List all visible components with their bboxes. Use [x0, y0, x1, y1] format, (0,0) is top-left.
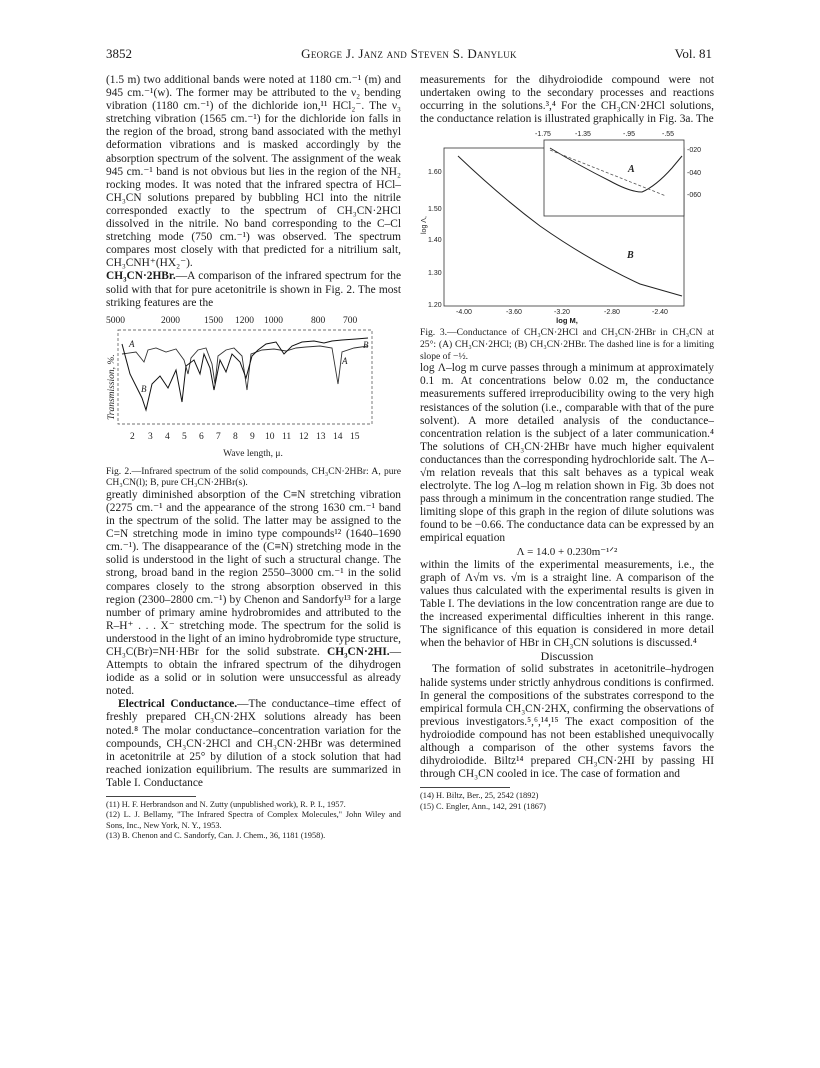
bottom-tick-label: -4.00: [456, 309, 472, 317]
top-tick-label: -1.75: [535, 131, 551, 139]
bottom-tick-label: 7: [216, 431, 221, 442]
curve-label: B: [141, 383, 147, 394]
bottom-tick-label: -3.60: [506, 309, 522, 317]
bottom-tick-label: 5: [182, 431, 187, 442]
subsection-heading: CH₃CN·2HBr.: [106, 270, 176, 283]
right-tick-label: -040: [687, 170, 702, 178]
paragraph: log Λ–log m curve passes through a minimum at approximately 0.1 m. At concentrations below 0.02 m, the conductance measurements suffered irreproducibility owing to the very high resistances of the solution (i.e., comparable with that of the pure solvent). A more detailed analysis of the conductance–concentration relation is the subject of a later communication.⁴ The solutions of CH₃CN·2HBr have much higher equivalent conductances than the corresponding hydrochloride salt. The Λ–√m relation reveals that this salt behaves as a typical weak electrolyte. The log Λ–log m relation shown in Fig. 3b does not pass through a minimum in the concentration range studied. The limiting slope of this graph in the region of dilute solutions was found to be −0.66. The conductance data can be expressed by an empirical equation: [420, 362, 714, 545]
top-tick-label: 800: [311, 315, 326, 326]
ir-spectrum-plot: [106, 314, 401, 466]
running-head-authors: George J. Janz and Steven S. Danyluk: [301, 46, 517, 61]
running-header: [106, 46, 712, 64]
paragraph: [106, 489, 401, 699]
top-tick-label: -.55: [662, 131, 675, 139]
equation: Λ = 14.0 + 0.230m⁻¹ᐟ²: [516, 545, 618, 558]
bottom-tick-label: -2.40: [652, 309, 668, 317]
right-column: [420, 74, 714, 812]
footnote: (14) H. Biltz, Ber., 25, 2542 (1892): [420, 791, 539, 801]
x-axis-title: log M,: [556, 316, 578, 326]
top-tick-label: 2000: [161, 315, 180, 326]
figure-2-caption: Fig. 2.—Infrared spectrum of the solid compounds, CH₃CN·2HBr: A, pure CH₃CN(l); B, pure CH₃CN·2HBr(s).: [106, 465, 401, 489]
top-tick-label: 1200: [235, 315, 254, 326]
paragraph: (1.5 m) two additional bands were noted at 1180 cm.⁻¹ (m) and 945 cm.⁻¹(w). The former may be attributed to the ν₂ bending vibration (1180 cm.⁻¹) of the dichloride ion,¹¹ HCl₂⁻. The ν₃ stretching vibration (1565 cm.⁻¹) for the dichloride ion falls in the region of the broad, strong band associated with the methyl deformation vibrations and is masked accordingly by the absorption spectrum of the solvent. The assignment of the weak 945 cm.⁻¹ band is not obvious but lies in the region of the NH₂ rocking modes. It was noted that the infrared spectra of HCl–CH₃CN solutions prepared by bubbling HCl into the nitrile corresponded exactly to the spectrum of CH₃CN·2HCl dissolved in the nitrile. No band corresponding to the C–Cl stretching mode (750 cm.⁻¹) was observed. The spectrum compares most closely with that predicted for a nitrilium salt, CH₃CNH⁺(HX₂⁻).: [106, 74, 401, 270]
paragraph-text: greatly diminished absorption of the C≡N stretching vibration (2275 cm.⁻¹ and the appearance of the strong 1630 cm.⁻¹ band in the spectrum of the solid. The latter may be assigned to the C=N stretching mode in imino type compounds¹² (1640–1690 cm.⁻¹). The disappearance of the (C≡N) stretching mode in the solid is understood in the light of such a structural change. The strong, broad band in the region 2550–3000 cm.⁻¹ in the solid compares closely to the strong absorption observed in this region (2300–2800 cm.⁻¹) by Chenon and Sandorfy¹³ for a large number of primary amine hydrobromides and attributed to the R–H⁺ . . . X⁻ stretching mode. The spectrum for the solid is understood in the light of an imino hydrobromide type structure, CH₃C(Br)=NH·HBr for the solid substrate.: [106, 488, 401, 658]
top-tick-label: 1000: [264, 315, 283, 326]
bottom-tick-label: 10: [265, 431, 275, 442]
subsection-heading: CH₃CN·2HI.: [327, 646, 390, 658]
top-tick-label: -.95: [623, 131, 636, 139]
footnote: (13) B. Chenon and C. Sandorfy, Can. J. Chem., 36, 1181 (1958).: [106, 830, 326, 840]
top-tick-label: 5000: [106, 315, 125, 326]
bottom-tick-label: 13: [316, 431, 326, 442]
figure-2-ir-spectrum: [106, 314, 401, 466]
paragraph: [106, 698, 401, 790]
bottom-tick-label: 3: [148, 431, 153, 442]
section-heading: Discussion: [540, 649, 594, 664]
spectrum-curve-a: [122, 346, 368, 390]
bottom-tick-label: 4: [165, 431, 170, 442]
curve-label: B: [363, 339, 369, 350]
bottom-tick-label: 11: [282, 431, 292, 442]
left-tick-label: 1.40: [428, 237, 442, 245]
bottom-tick-label: -3.20: [554, 309, 570, 317]
paragraph: within the limits of the experimental measurements, i.e., the graph of Λ√m vs. √m is a straight line. A comparison of the values thus calculated with the experimental results is given in Table I. The deviations in the low concentration range are due to the increased experimental difficulties inherent in this range. The significance of this equation is considered in more detail when the behavior of HBr in CH₃CN solutions is discussed.⁴: [420, 558, 714, 650]
top-tick-label: 700: [343, 315, 358, 326]
paragraph-text: —The conductance–time effect of freshly prepared CH₃CN·2HX solutions already has been noted.⁸ The molar conductance–concentration variation for the compounds, CH₃CN·2HCl and CH₃CN·2HBr was determined in acetonitrile at 25° by dilution of a stock solution that had reached ionization equilibrium. The results are summarized in Table I. Conductance: [106, 698, 401, 789]
right-tick-label: -060: [687, 192, 702, 200]
paragraph: measurements for the dihydroiodide compound were not undertaken owing to the secondary processes and reactions occurring in the solutions.³,⁴ For the CH₃CN·2HCl solutions, the conductance relation is illustrated graphically in Fig. 3a. The: [420, 74, 714, 126]
bottom-tick-label: 15: [350, 431, 360, 442]
footnote: (11) H. F. Herbrandson and N. Zutty (unpublished work), R. P. I., 1957.: [106, 800, 346, 810]
footnote-rule: [106, 796, 196, 797]
left-tick-label: 1.50: [428, 206, 442, 214]
bottom-tick-label: 14: [333, 431, 343, 442]
bottom-tick-label: 2: [130, 431, 135, 442]
x-axis-title: Wave length, μ.: [223, 448, 283, 459]
left-column: [106, 74, 401, 841]
conductance-plot: [420, 126, 714, 316]
footnote: (12) L. J. Bellamy, "The Infrared Spectra of Complex Molecules," John Wiley and Sons, Inc., New York, N. Y., 1953.: [106, 810, 401, 830]
figure-3-conductance-plot: [420, 126, 714, 316]
figure-3-caption: Fig. 3.—Conductance of CH₃CN·2HCl and CH₃CN·2HBr in CH₃CN at 25°: (A) CH₃CN·2HCl; (B) CH₃CN·2HBr. The dashed line is for a limiting slope of −½.: [420, 327, 714, 362]
right-tick-label: -020: [687, 147, 702, 155]
curve-label: A: [129, 338, 135, 349]
page-number: 3852: [106, 46, 132, 61]
bottom-tick-label: 6: [199, 431, 204, 442]
curve-label-b: B: [627, 250, 634, 262]
curve-label-a: A: [628, 164, 635, 176]
paragraph-text: —Attempts to obtain the infrared spectrum of the dihydrogen iodide as a solid or in solution were unsuccessful as already noted.: [106, 646, 401, 698]
left-tick-label: 1.30: [428, 270, 442, 278]
top-tick-label: 1500: [204, 315, 223, 326]
bottom-tick-label: 9: [250, 431, 255, 442]
footnote: (15) C. Engler, Ann., 142, 291 (1867): [420, 801, 546, 811]
paragraph: [106, 270, 401, 309]
y-axis-title: Transmission, %.: [107, 353, 117, 420]
footnote-rule: [420, 787, 510, 788]
paragraph: The formation of solid substrates in acetonitrile–hydrogen halide systems under strictly anhydrous conditions is confirmed. In general the compositions of the substrates correspond to the empirical formula CH₃CN·2HX, confirming the observations of previous investigators.⁵,⁶,¹⁴,¹⁵ The exact composition of the hydroiodide compound has not been established unequivocally although a comparison of the other systems favors the dihydroiodide. Biltz¹⁴ prepared CH₃CN·2HI by passing HI through CH₃CN cooled in ice. The case of formation and: [420, 663, 714, 781]
volume-label: Vol. 81: [674, 46, 712, 61]
y-axis-title: log Λ,: [421, 216, 428, 235]
curve-label: A: [342, 355, 348, 366]
left-tick-label: 1.20: [428, 302, 442, 310]
bottom-tick-label: 12: [299, 431, 309, 442]
top-tick-label: -1.35: [575, 131, 591, 139]
bottom-tick-label: -2.80: [604, 309, 620, 317]
paragraph-text: —A comparison of the infrared spectrum for the solid with that for pure acetonitrile is shown in Fig. 2. The most striking features are the: [106, 270, 401, 309]
bottom-tick-label: 8: [233, 431, 238, 442]
left-tick-label: 1.60: [428, 169, 442, 177]
subsection-heading: Electrical Conductance.: [118, 698, 238, 711]
